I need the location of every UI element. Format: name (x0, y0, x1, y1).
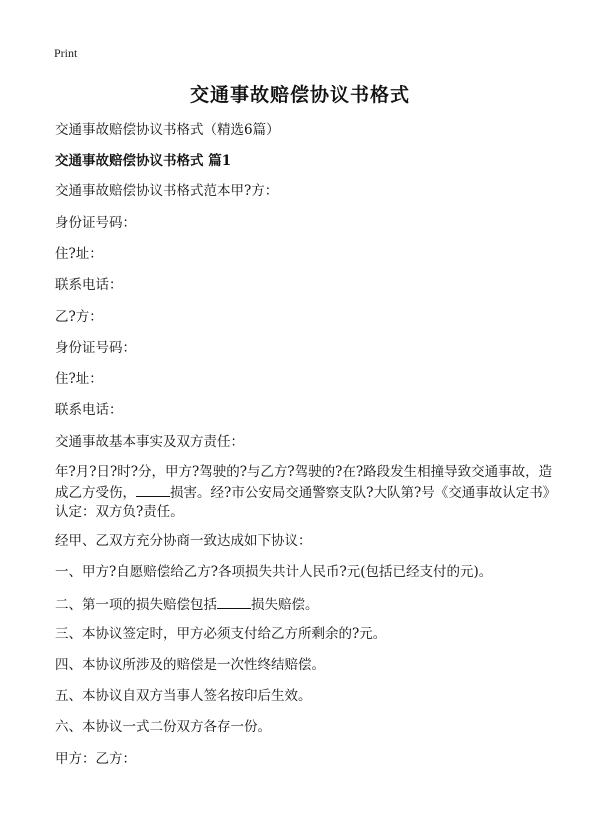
paragraph-item-4: 四、本协议所涉及的赔偿是一次性终结赔偿。 (55, 657, 325, 673)
paragraph-signatures: 甲方：乙方： (55, 751, 136, 767)
paragraph-intro: 交通事故赔偿协议书格式范本甲?方： (55, 183, 279, 199)
item2-text-a: 二、第一项的损失赔偿包括 (55, 597, 217, 613)
section-heading: 交通事故赔偿协议书格式 篇1 (55, 153, 232, 169)
accident-text-b: 损害。经?市公安局交通警察支队?大队第?号《交通事故认定书》认定：双方负?责任。 (55, 485, 550, 520)
accident-text-a: 年?月?日?时?分，甲方?驾驶的?与乙方?驾驶的?在?路段发生相撞导致交通事故，造成乙方受伤， (55, 464, 553, 501)
paragraph-item-3: 三、本协议签定时，甲方必须支付给乙方所剩余的?元。 (55, 626, 387, 642)
paragraph-accident (55, 463, 555, 522)
paragraph-phone-b: 联系电话： (55, 402, 123, 418)
item2-text-b: 损失赔偿。 (251, 597, 319, 613)
document-title: 交通事故赔偿协议书格式 (189, 84, 410, 106)
blank-field (136, 482, 170, 497)
paragraph-item-6: 六、本协议一式二份双方各存一份。 (55, 719, 271, 735)
document-subtitle: 交通事故赔偿协议书格式（精选6篇） (55, 122, 280, 138)
paragraph-id-b: 身份证号码： (55, 340, 136, 356)
paragraph-address-a: 住?址： (55, 246, 103, 262)
paragraph-phone-a: 联系电话： (55, 277, 123, 293)
paragraph-address-b: 住?址： (55, 371, 103, 387)
print-link[interactable]: Print (54, 46, 78, 60)
paragraph-item-5: 五、本协议自双方当事人签名按印后生效。 (55, 688, 312, 704)
paragraph-party-b: 乙?方： (55, 309, 103, 325)
paragraph-facts: 交通事故基本事实及双方责任： (55, 434, 244, 450)
paragraph-item-2 (55, 594, 555, 615)
paragraph-id-a: 身份证号码： (55, 215, 136, 231)
blank-field (217, 594, 251, 609)
paragraph-item-1: 一、甲方?自愿赔偿给乙方?各项损失共计人民币?元(包括已经支付的元)。 (55, 564, 493, 580)
paragraph-agreement: 经甲、乙双方充分协商一致达成如下协议： (55, 533, 312, 549)
